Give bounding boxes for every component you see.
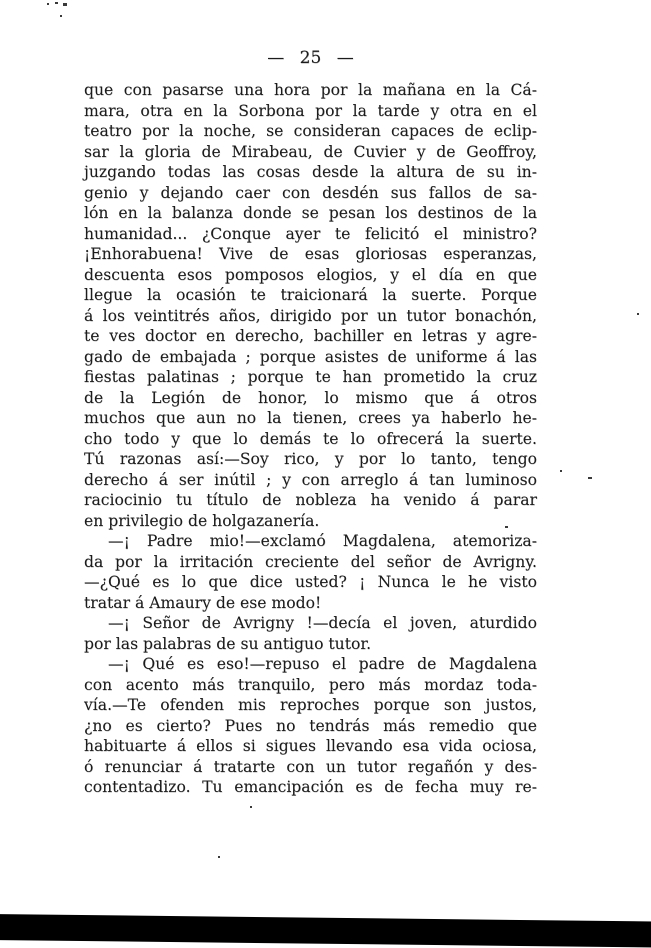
scan-speck	[47, 3, 49, 5]
paragraph	[84, 613, 537, 654]
text-line: descuenta esos pomposos elogios, y el día en que	[84, 265, 537, 284]
text-line: —¡ Padre mio!—exclamó Magdalena, atemoriza-	[108, 532, 537, 550]
text-line: tratar á Amaury de ese modo!	[84, 593, 322, 612]
scan-speck	[560, 470, 562, 472]
text-line: teatro por la noche, se consideran capaces de eclip-	[84, 122, 537, 140]
text-line: fiestas palatinas ; porque te han prometido la cruz	[84, 368, 537, 386]
text-line: te ves doctor en derecho, bachiller en letras y agre-	[84, 327, 537, 345]
text-line: —¡ Señor de Avrigny !—decía el joven, aturdido	[108, 614, 537, 632]
scan-speck	[588, 477, 592, 479]
scan-speck	[63, 3, 67, 6]
text-line: da por la irritación creciente del señor de Avrigny.	[84, 552, 537, 571]
text-line: sar la gloria de Mirabeau, de Cuvier y de Geoffroy,	[84, 142, 537, 161]
text-line: muchos que aun no la tienen, crees ya haberlo he-	[84, 409, 537, 427]
scan-speck	[60, 15, 62, 17]
text-line: humanidad... ¿Conque ayer te felicitó el ministro?	[84, 224, 537, 243]
text-line: que con pasarse una hora por la mañana en la Cá-	[84, 81, 537, 99]
scan-speck	[55, 2, 58, 4]
scan-gutter-bar	[0, 914, 651, 948]
scan-speck	[505, 526, 508, 528]
text-line: ¡Enhorabuena! Vive de esas gloriosas esperanzas,	[84, 245, 537, 263]
text-line: Tú razonas así:—Soy rico, y por lo tanto, tengo	[84, 450, 537, 468]
text-line: de la Legión de honor, lo mismo que á otros	[84, 388, 537, 407]
text-line: por las palabras de su antiguo tutor.	[84, 634, 372, 653]
paragraph	[84, 654, 537, 798]
text-line: raciocinio tu título de nobleza ha venido á parar	[84, 491, 537, 509]
text-line: con acento más tranquilo, pero más mordaz toda-	[84, 675, 537, 694]
text-line: contentadizo. Tu emancipación es de fecha muy re-	[84, 778, 537, 796]
page-number: — 25 —	[267, 48, 354, 68]
text-line: juzgando todas las cosas desde la altura de su in-	[84, 163, 537, 181]
text-line: habituarte á ellos si sigues llevando esa vida ociosa,	[84, 737, 537, 755]
text-line: cho todo y que lo demás te lo ofrecerá la suerte.	[84, 429, 537, 448]
text-line: —¡ Qué es eso!—repuso el padre de Magdalena	[108, 655, 537, 673]
text-line: lón en la balanza donde se pesan los destinos de la	[84, 204, 537, 222]
text-line: —¿Qué es lo que dice usted? ¡ Nunca le he visto	[84, 573, 537, 591]
text-line: á los veintitrés años, dirigido por un tutor bonachón,	[84, 306, 537, 325]
text-line: derecho á ser inútil ; y con arreglo á tan luminoso	[84, 470, 537, 489]
text-line: mara, otra en la Sorbona por la tarde y otra en el	[84, 101, 537, 120]
text-line: vía.—Te ofenden mis reproches porque son justos,	[84, 696, 537, 714]
text-line: gado de embajada ; porque asistes de uniforme á las	[84, 347, 537, 366]
body-text	[84, 80, 537, 798]
text-line: ¿no es cierto? Pues no tendrás más remedio que	[84, 716, 537, 735]
text-line: en privilegio de holgazanería.	[84, 511, 320, 530]
paragraph	[84, 80, 537, 531]
text-line: ó renunciar á tratarte con un tutor regañón y des-	[84, 757, 537, 776]
scan-speck	[250, 806, 252, 808]
scan-speck	[218, 856, 220, 858]
text-line: genio y dejando caer con desdén sus fallos de sa-	[84, 183, 537, 202]
paragraph	[84, 531, 537, 613]
scan-speck	[637, 313, 639, 315]
text-line: llegue la ocasión te traicionará la suerte. Porque	[84, 286, 537, 304]
